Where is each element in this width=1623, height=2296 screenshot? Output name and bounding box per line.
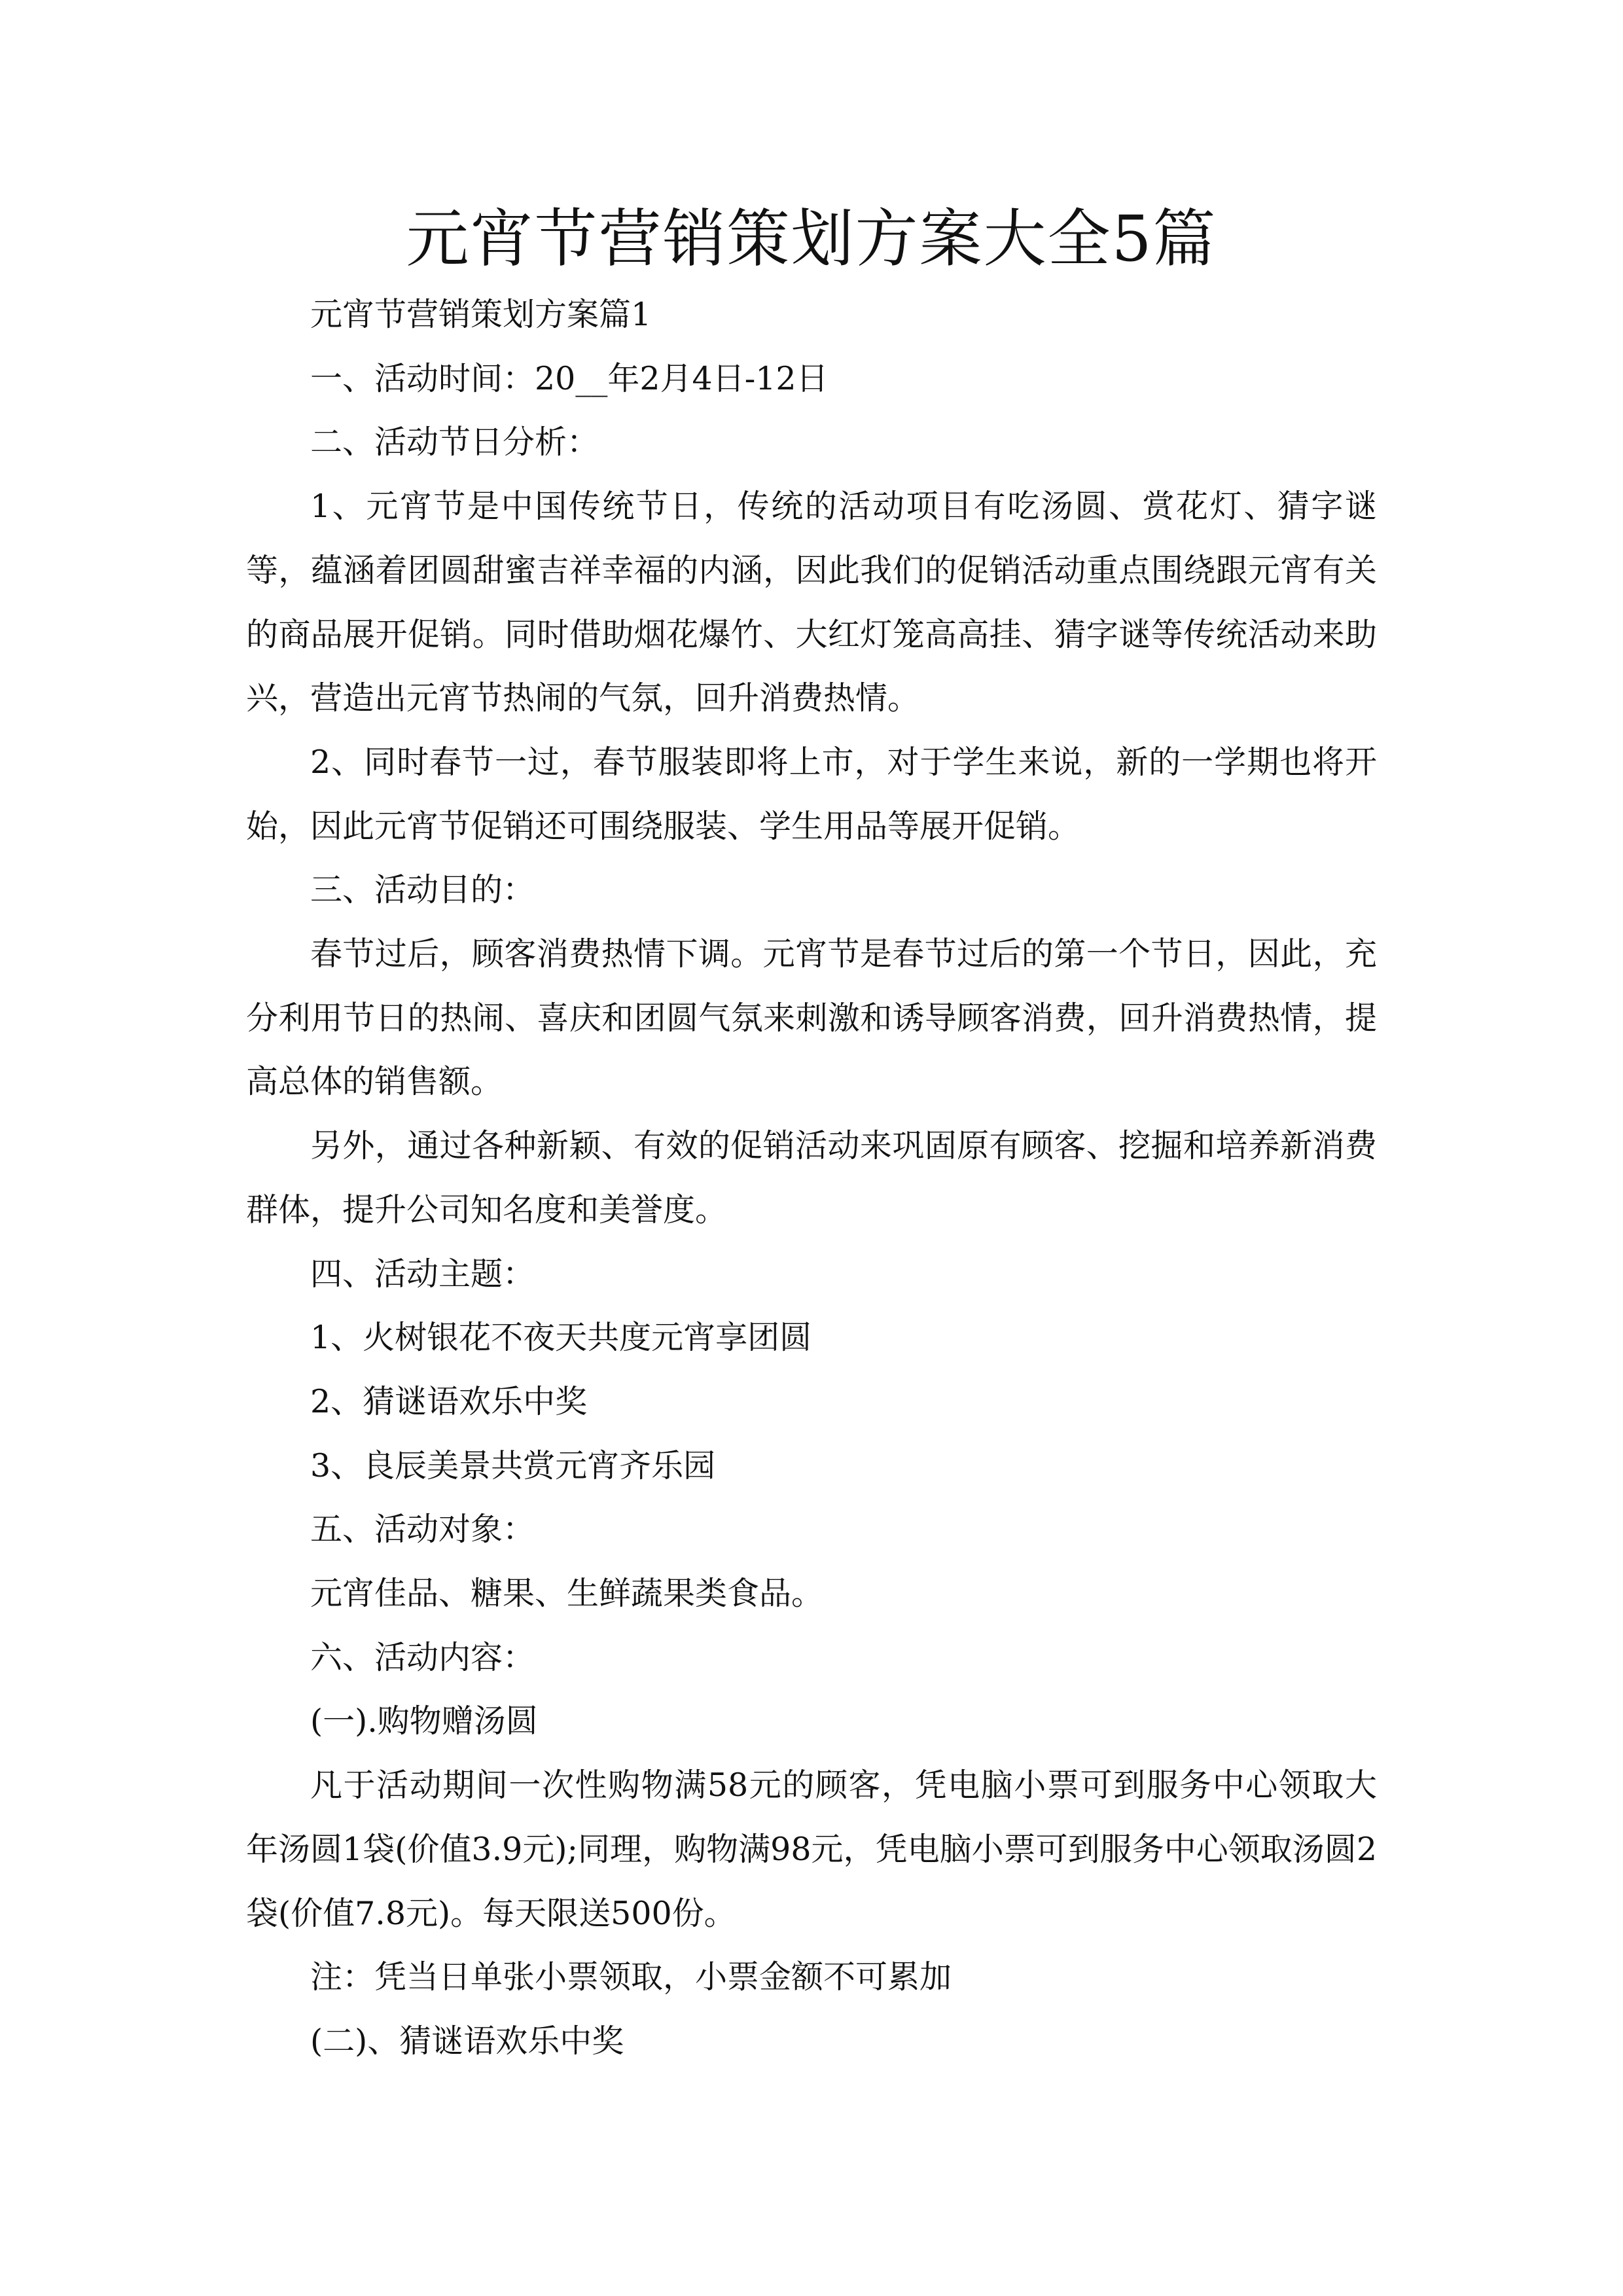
document-title: 元宵节营销策划方案大全5篇 <box>406 202 1217 276</box>
document-body <box>246 283 1377 2073</box>
section-heading: 六、活动内容： <box>310 1638 535 1676</box>
section-heading: 二、活动节日分析： <box>310 423 599 461</box>
paragraph: 元宵佳品、糖果、生鲜蔬果类食品。 <box>310 1575 824 1613</box>
subsection-heading: (一).购物赠汤圆 <box>310 1702 538 1740</box>
section-heading: 四、活动主题： <box>310 1255 535 1293</box>
list-item: 3、良辰美景共赏元宵齐乐园 <box>310 1446 716 1484</box>
paragraph: 1、元宵节是中国传统节日，传统的活动项目有吃汤圆、赏花灯、猜字谜等，蕴涵着团圆甜蜜吉祥幸福的内涵，因此我们的促销活动重点围绕跟元宵有关的商品展开促销。同时借助烟花爆竹、大红灯笼高高挂、猜字谜等传统活动来助兴，营造出元宵节热闹的气氛，回升消费热情。 <box>246 488 1377 717</box>
paragraph: 凡于活动期间一次性购物满58元的顾客，凭电脑小票可到服务中心领取大年汤圆1袋(价值3.9元);同理，购物满98元，凭电脑小票可到服务中心领取汤圆2袋(价值7.8元)。每天限送500份。 <box>246 1767 1377 1932</box>
paragraph: 2、同时春节一过，春节服装即将上市，对于学生来说，新的一学期也将开始，因此元宵节促销还可围绕服装、学生用品等展开促销。 <box>246 743 1377 845</box>
section-heading: 五、活动对象： <box>310 1511 535 1549</box>
section-heading: 元宵节营销策划方案篇1 <box>310 296 652 333</box>
section-heading: 三、活动目的： <box>310 871 535 909</box>
paragraph: 另外，通过各种新颖、有效的促销活动来巩固原有顾客、挖掘和培养新消费群体，提升公司知名度和美誉度。 <box>246 1127 1377 1229</box>
list-item: 2、猜谜语欢乐中奖 <box>310 1382 588 1420</box>
list-item: 1、火树银花不夜天共度元宵享团圆 <box>310 1319 812 1357</box>
activity-time: 一、活动时间：20__年2月4日-12日 <box>310 359 829 397</box>
note: 注：凭当日单张小票领取，小票金额不可累加 <box>310 1958 952 1996</box>
subsection-heading: (二)、猜谜语欢乐中奖 <box>310 2022 624 2060</box>
paragraph: 春节过后，顾客消费热情下调。元宵节是春节过后的第一个节日，因此，充分利用节日的热闹、喜庆和团圆气氛来刺激和诱导顾客消费，回升消费热情，提高总体的销售额。 <box>246 935 1377 1101</box>
